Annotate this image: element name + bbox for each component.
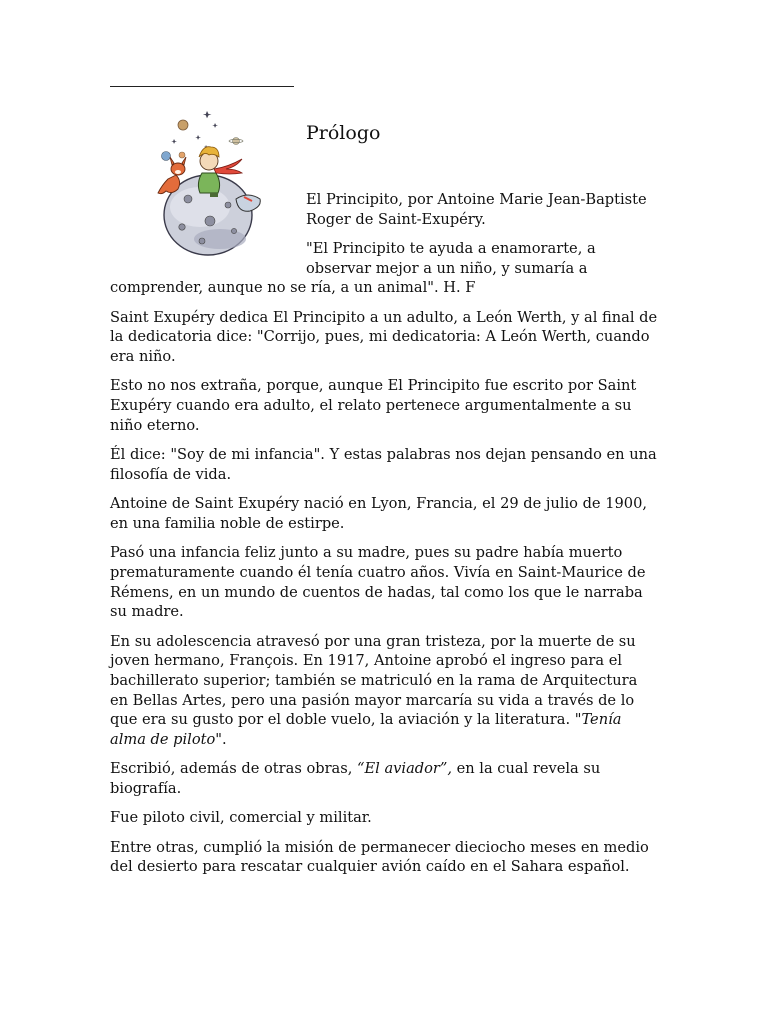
book-title: “El aviador”, bbox=[357, 760, 452, 778]
body-paragraph bbox=[110, 632, 658, 750]
adolescence-end: ". bbox=[215, 731, 227, 749]
page-title: Prólogo bbox=[306, 122, 381, 144]
body-paragraph: Saint Exupéry dedica El Principito a un adulto, a León Werth, y al final de la dedicatoria dice: "Corrijo, pues, mi dedicatoria: A León Werth, cuando era niño. bbox=[110, 308, 658, 366]
body-paragraph: Antoine de Saint Exupéry nació en Lyon, Francia, el 29 de julio de 1900, en una familia noble de estirpe. bbox=[110, 495, 647, 532]
little-prince-on-asteroid-icon bbox=[110, 89, 294, 261]
works-after: en la cual revela su biografía. bbox=[110, 760, 601, 798]
document-page bbox=[110, 86, 658, 887]
body-paragraph: Él dice: "Soy de mi infancia". Y estas palabras nos dejan pensando en una filosofía de vida. bbox=[110, 446, 657, 483]
body-paragraph: Fue piloto civil, comercial y militar. bbox=[110, 809, 372, 827]
body-paragraph bbox=[110, 759, 658, 798]
quote-paragraph: "El Principito te ayuda a enamorarte, a observar mejor a un niño, y sumaría a comprender, aunque no se ría, a un animal". H. F bbox=[110, 240, 596, 297]
intro-paragraph: El Principito, por Antoine Marie Jean-Baptiste Roger de Saint-Exupéry. bbox=[306, 191, 647, 228]
italic-quote: Tenía alma de piloto bbox=[110, 711, 622, 749]
body-paragraph: Entre otras, cumplió la misión de permanecer dieciocho meses en medio del desierto para rescatar cualquier avión caído en el Sahara español. bbox=[110, 838, 649, 876]
body-paragraph: Esto no nos extraña, porque, aunque El Principito fue escrito por Saint Exupéry cuando era adulto, el relato pertenece argumentalmente a su niño eterno. bbox=[110, 377, 637, 434]
body-paragraph: Pasó una infancia feliz junto a su madre, pues su padre había muerto prematuramente cuando él tenía cuatro años. Vivía en Saint-Maurice de Rémens, en un mundo de cuentos de hadas, tal como los que le narraba su madre. bbox=[110, 544, 646, 621]
adolescence-text: En su adolescencia atravesó por una gran tristeza, por la muerte de su joven hermano, François. En 1917, Antoine aprobó el ingreso para el bachillerato superior; también se matriculó en la rama de Arquitectura en Bellas Artes, pero una pasión mayor marcaría su vida a través de lo que era su gusto por el doble vuelo, la aviación y la literatura. " bbox=[110, 632, 638, 729]
works-before: Escribió, además de otras obras, bbox=[110, 760, 358, 778]
header-rule bbox=[110, 86, 294, 87]
